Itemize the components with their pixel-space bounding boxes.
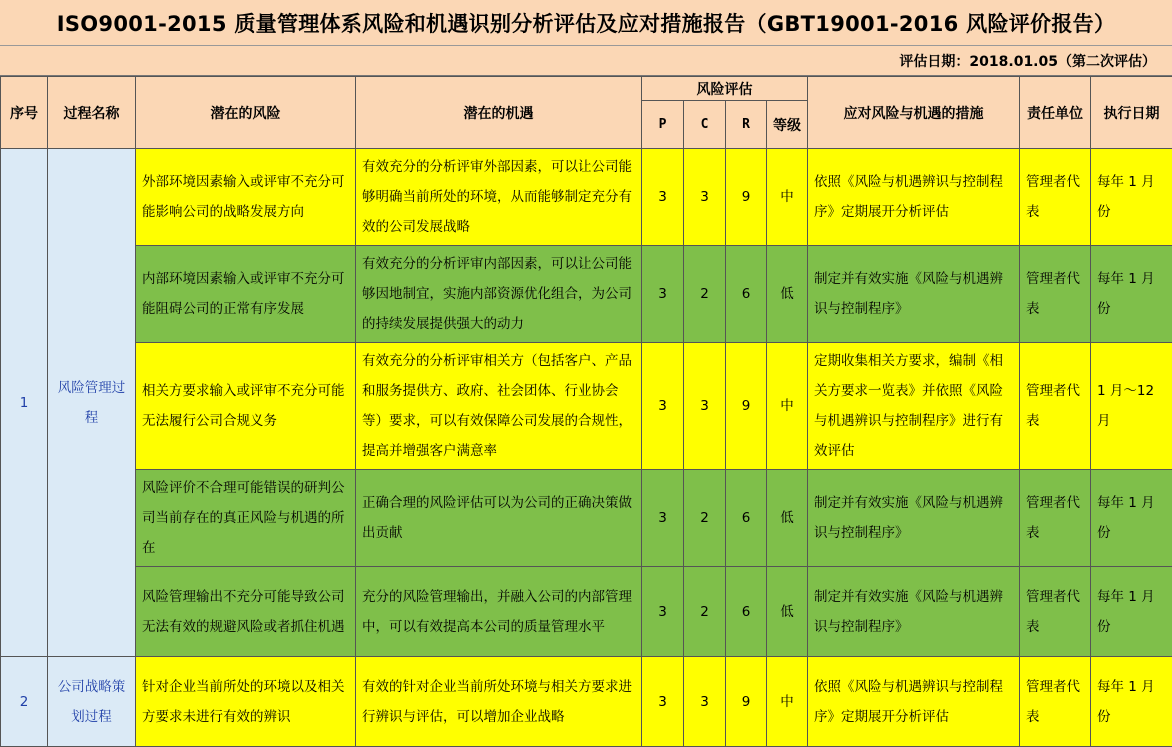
owner-cell: 管理者代表 bbox=[1020, 246, 1091, 343]
level-cell: 中 bbox=[767, 149, 808, 246]
seq-cell: 2 bbox=[1, 657, 48, 747]
p-cell: 3 bbox=[642, 343, 684, 470]
exec-date-cell: 每年 1 月份 bbox=[1091, 246, 1172, 343]
measures-cell: 制定并有效实施《风险与机遇辨识与控制程序》 bbox=[808, 567, 1020, 657]
opportunity-cell: 正确合理的风险评估可以为公司的正确决策做出贡献 bbox=[356, 470, 642, 567]
process-cell: 风险管理过程 bbox=[48, 149, 136, 657]
header-risk-eval: 风险评估 bbox=[642, 77, 808, 101]
owner-cell: 管理者代表 bbox=[1020, 343, 1091, 470]
c-cell: 2 bbox=[684, 246, 726, 343]
level-cell: 中 bbox=[767, 343, 808, 470]
header-process: 过程名称 bbox=[48, 77, 136, 149]
r-cell: 6 bbox=[726, 246, 767, 343]
risk-cell: 内部环境因素输入或评审不充分可能阻碍公司的正常有序发展 bbox=[136, 246, 356, 343]
opportunity-cell: 有效充分的分析评审相关方（包括客户、产品和服务提供方、政府、社会团体、行业协会等）要求，可以有效保障公司发展的合规性，提高并增强客户满意率 bbox=[356, 343, 642, 470]
risk-cell: 外部环境因素输入或评审不充分可能影响公司的战略发展方向 bbox=[136, 149, 356, 246]
level-cell: 中 bbox=[767, 657, 808, 747]
exec-date-cell: 1 月～12 月 bbox=[1091, 343, 1172, 470]
header-level: 等级 bbox=[767, 101, 808, 149]
risk-cell: 风险评价不合理可能错误的研判公司当前存在的真正风险与机遇的所在 bbox=[136, 470, 356, 567]
header-seq: 序号 bbox=[1, 77, 48, 149]
r-cell: 9 bbox=[726, 149, 767, 246]
header-measures: 应对风险与机遇的措施 bbox=[808, 77, 1020, 149]
risk-table bbox=[0, 76, 1172, 747]
opportunity-cell: 有效充分的分析评审外部因素，可以让公司能够明确当前所处的环境，从而能够制定充分有效的公司发展战略 bbox=[356, 149, 642, 246]
p-cell: 3 bbox=[642, 470, 684, 567]
table-row bbox=[1, 470, 1172, 567]
owner-cell: 管理者代表 bbox=[1020, 657, 1091, 747]
c-cell: 2 bbox=[684, 470, 726, 567]
process-cell: 公司战略策划过程 bbox=[48, 657, 136, 747]
level-cell: 低 bbox=[767, 246, 808, 343]
exec-date-cell: 每年 1 月份 bbox=[1091, 657, 1172, 747]
exec-date-cell: 每年 1 月份 bbox=[1091, 470, 1172, 567]
opportunity-cell: 有效充分的分析评审内部因素，可以让公司能够因地制宜，实施内部资源优化组合，为公司的持续发展提供强大的动力 bbox=[356, 246, 642, 343]
table-row bbox=[1, 567, 1172, 657]
seq-cell: 1 bbox=[1, 149, 48, 657]
evaluation-date: 评估日期：2018.01.05（第二次评估） bbox=[0, 46, 1172, 76]
r-cell: 9 bbox=[726, 343, 767, 470]
header-owner: 责任单位 bbox=[1020, 77, 1091, 149]
level-cell: 低 bbox=[767, 470, 808, 567]
measures-cell: 依照《风险与机遇辨识与控制程序》定期展开分析评估 bbox=[808, 149, 1020, 246]
p-cell: 3 bbox=[642, 246, 684, 343]
risk-cell: 针对企业当前所处的环境以及相关方要求未进行有效的辨识 bbox=[136, 657, 356, 747]
table-row bbox=[1, 246, 1172, 343]
report-title: ISO9001-2015 质量管理体系风险和机遇识别分析评估及应对措施报告（GBT19001-2016 风险评价报告） bbox=[0, 0, 1172, 46]
opportunity-cell: 充分的风险管理输出，并融入公司的内部管理中，可以有效提高本公司的质量管理水平 bbox=[356, 567, 642, 657]
r-cell: 6 bbox=[726, 567, 767, 657]
exec-date-cell: 每年 1 月份 bbox=[1091, 149, 1172, 246]
c-cell: 3 bbox=[684, 343, 726, 470]
level-cell: 低 bbox=[767, 567, 808, 657]
c-cell: 2 bbox=[684, 567, 726, 657]
r-cell: 6 bbox=[726, 470, 767, 567]
header-opportunity: 潜在的机遇 bbox=[356, 77, 642, 149]
risk-cell: 相关方要求输入或评审不充分可能无法履行公司合规义务 bbox=[136, 343, 356, 470]
opportunity-cell: 有效的针对企业当前所处环境与相关方要求进行辨识与评估，可以增加企业战略 bbox=[356, 657, 642, 747]
table-row bbox=[1, 343, 1172, 470]
c-cell: 3 bbox=[684, 149, 726, 246]
owner-cell: 管理者代表 bbox=[1020, 470, 1091, 567]
header-risk: 潜在的风险 bbox=[136, 77, 356, 149]
header-exec-date: 执行日期 bbox=[1091, 77, 1172, 149]
c-cell: 3 bbox=[684, 657, 726, 747]
owner-cell: 管理者代表 bbox=[1020, 567, 1091, 657]
header-p: P bbox=[642, 101, 684, 149]
exec-date-cell: 每年 1 月份 bbox=[1091, 567, 1172, 657]
p-cell: 3 bbox=[642, 657, 684, 747]
table-row bbox=[1, 657, 1172, 747]
header-r: R bbox=[726, 101, 767, 149]
measures-cell: 制定并有效实施《风险与机遇辨识与控制程序》 bbox=[808, 470, 1020, 567]
measures-cell: 制定并有效实施《风险与机遇辨识与控制程序》 bbox=[808, 246, 1020, 343]
owner-cell: 管理者代表 bbox=[1020, 149, 1091, 246]
table-row bbox=[1, 149, 1172, 246]
r-cell: 9 bbox=[726, 657, 767, 747]
measures-cell: 依照《风险与机遇辨识与控制程序》定期展开分析评估 bbox=[808, 657, 1020, 747]
measures-cell: 定期收集相关方要求，编制《相关方要求一览表》并依照《风险与机遇辨识与控制程序》进行有效评估 bbox=[808, 343, 1020, 470]
p-cell: 3 bbox=[642, 149, 684, 246]
p-cell: 3 bbox=[642, 567, 684, 657]
risk-cell: 风险管理输出不充分可能导致公司无法有效的规避风险或者抓住机遇 bbox=[136, 567, 356, 657]
header-c: C bbox=[684, 101, 726, 149]
